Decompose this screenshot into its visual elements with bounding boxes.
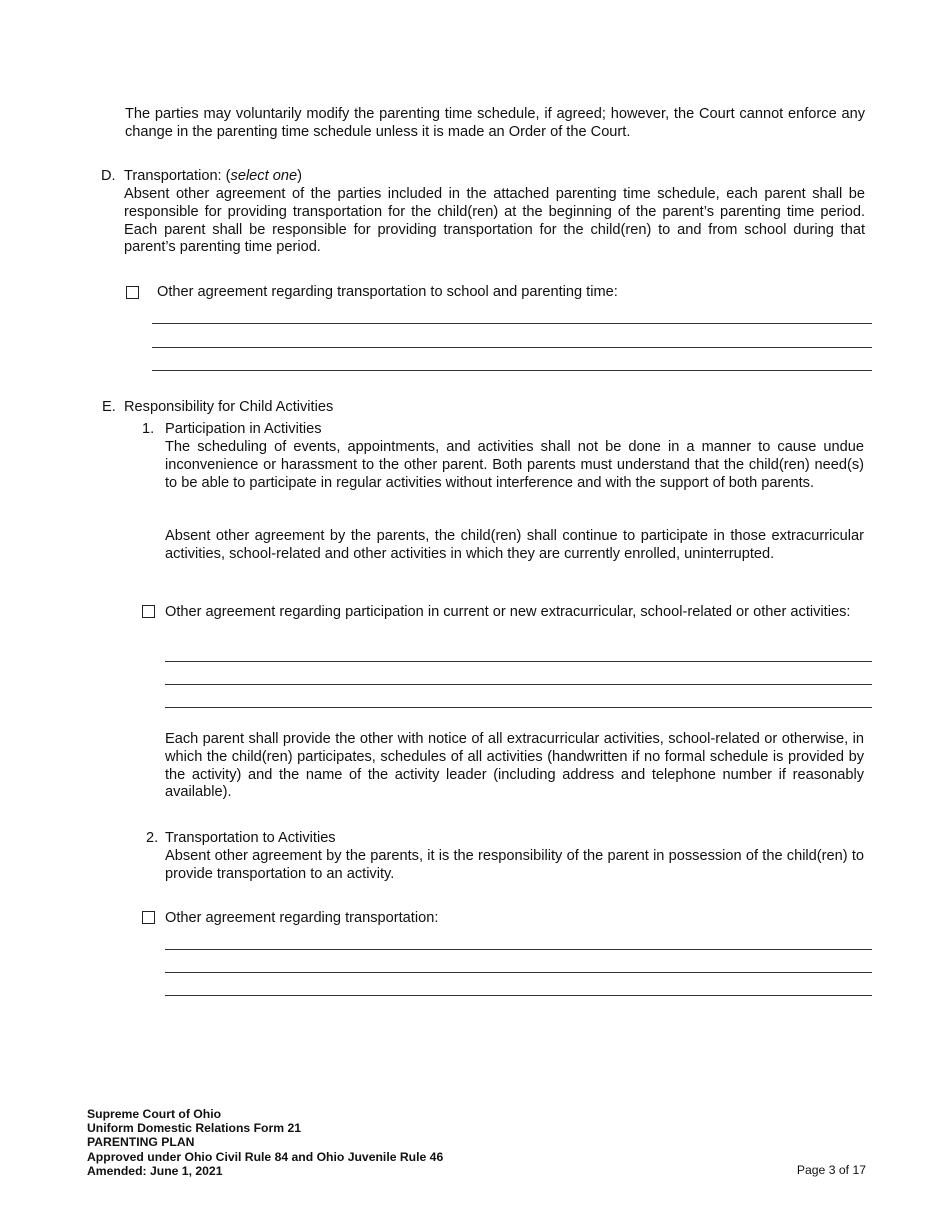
transportation-activities-answer-line-2[interactable] [165, 972, 872, 973]
footer-amended: Amended: June 1, 2021 [87, 1163, 223, 1178]
item-2-title: Transportation to Activities [165, 830, 336, 846]
footer-approval: Approved under Ohio Civil Rule 84 and Ohio Juvenile Rule 46 [87, 1149, 444, 1164]
footer-court: Supreme Court of Ohio [87, 1107, 222, 1121]
transportation-school-answer-line-3[interactable] [152, 370, 872, 371]
intro-paragraph: The parties may voluntarily modify the parenting time schedule, if agreed; however, the Court cannot enforce any change in the parenting time schedule unless it is made an Order of the Court. [125, 106, 865, 140]
item-1-title: Participation in Activities [165, 421, 322, 437]
section-e-letter: E. [102, 399, 116, 415]
item-1-body-1: The scheduling of events, appointments, and activities shall not be done in a manner to cause undue inconvenience or harassment to the other parent. Both parents must understand that the child(ren) need(s) to be able to participate in regular activities without interference and with the support of both parents. [165, 439, 864, 491]
section-d-body: Absent other agreement of the parties included in the attached parenting time schedule, each parent shall be responsible for providing transportation for the child(ren) at the beginning of the parent’s parenting time period. Each parent shall be responsible for providing transportation for the child(ren) to and from school during that parent’s parenting time period. [124, 186, 865, 256]
section-e-title: Responsibility for Child Activities [124, 399, 334, 415]
item-2-body: Absent other agreement by the parents, it is the responsibility of the parent in possession of the child(ren) to provide transportation to an activity. [165, 848, 864, 882]
item-1-body-3: Each parent shall provide the other with notice of all extracurricular activities, school-related or otherwise, in which the child(ren) participates, schedules of all activities (handwritten if no formal schedule is provided by the activity) and the name of the activity leader (including address and telephone number if reasonably available). [165, 731, 864, 801]
transportation-activities-answer-line-3[interactable] [165, 995, 872, 996]
transportation-activities-answer-line-1[interactable] [165, 949, 872, 950]
item-1-body-2: Absent other agreement by the parents, the child(ren) shall continue to participate in those extracurricular activities, school-related and other activities in which they are currently enrolled, uninterrupted. [165, 528, 864, 562]
transportation-school-answer-line-2[interactable] [152, 347, 872, 348]
item-1-number: 1. [142, 421, 155, 437]
transportation-school-option-label: Other agreement regarding transportation to school and parenting time: [157, 284, 618, 300]
footer-plan: PARENTING PLAN [87, 1135, 195, 1150]
transportation-activities-option-label: Other agreement regarding transportation: [165, 910, 439, 926]
participation-checkbox[interactable] [142, 605, 155, 618]
section-d-title: Transportation: (select one) [124, 168, 302, 184]
participation-option-label: Other agreement regarding participation in current or new extracurricular, school-related or other activities: [165, 604, 851, 620]
footer-block [87, 1107, 443, 1178]
participation-answer-line-3[interactable] [165, 707, 872, 708]
section-d-letter: D. [101, 168, 116, 184]
participation-answer-line-2[interactable] [165, 684, 872, 685]
footer-form: Uniform Domestic Relations Form 21 [87, 1121, 302, 1136]
transportation-school-checkbox[interactable] [126, 286, 139, 299]
transportation-school-answer-line-1[interactable] [152, 323, 872, 324]
page-number: Page 3 of 17 [796, 1163, 866, 1177]
item-2-number: 2. [146, 830, 159, 846]
participation-answer-line-1[interactable] [165, 661, 872, 662]
transportation-activities-checkbox[interactable] [142, 911, 155, 924]
